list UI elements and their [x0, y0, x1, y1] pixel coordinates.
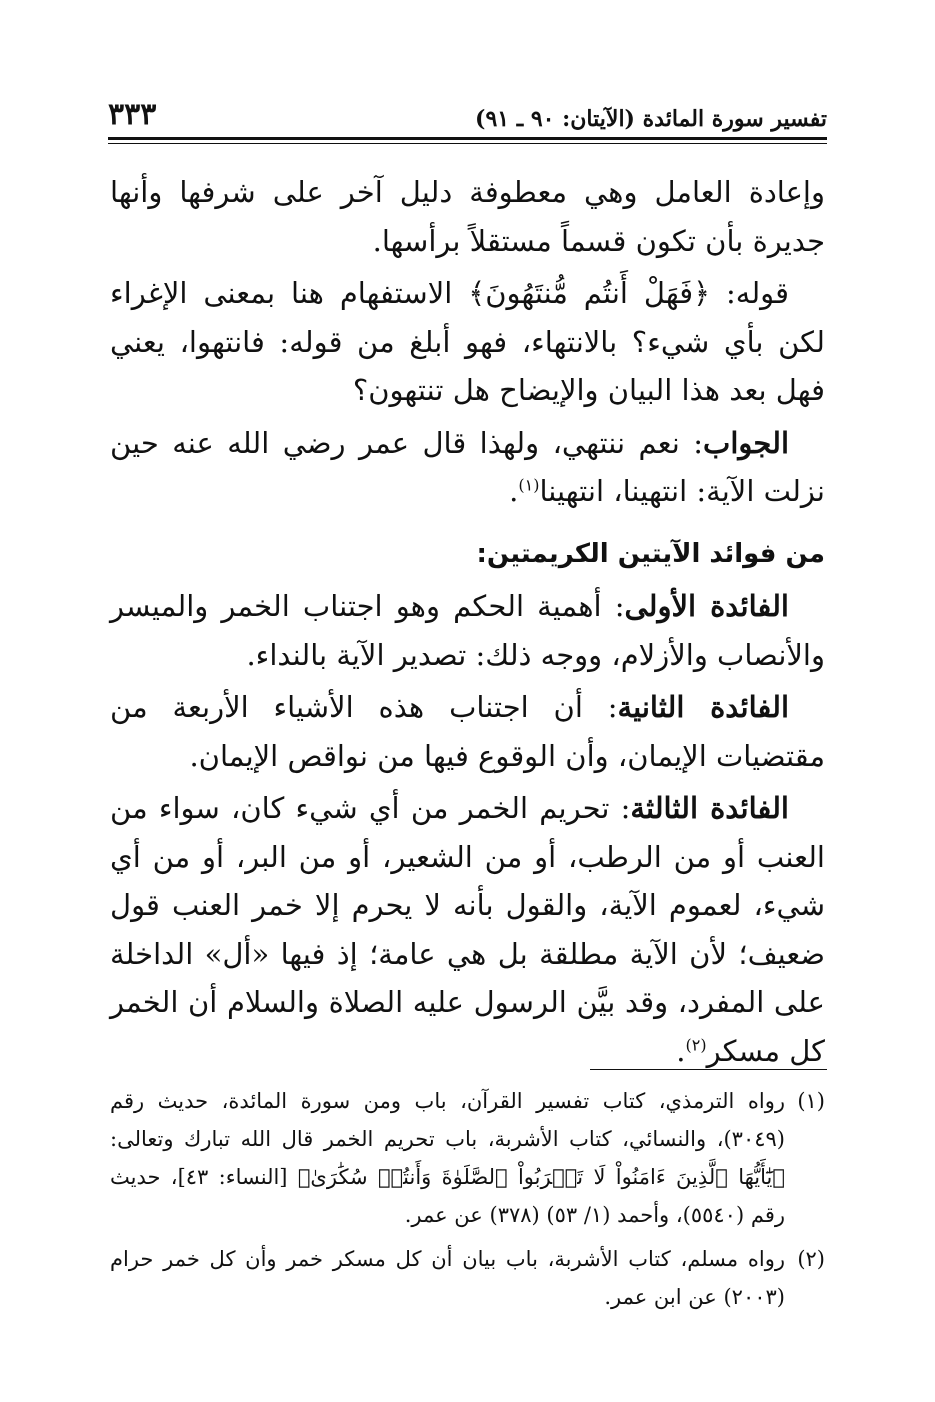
footnote-1-text-end: [النساء: ٤٣]، حديث رقم (٥٥٤٠)، وأحمد (١/ ٥٣) (٣٧٨) عن عمر. [110, 1165, 785, 1227]
footnote-1-text: رواه الترمذي، كتاب تفسير القرآن، باب ومن سورة المائدة، حديث رقم (٣٠٤٩)، والنسائي، كتاب الأشربة، باب تحريم الخمر قال الله تبارك وتعالى: [110, 1089, 785, 1151]
benefit-2-label: الفائدة الثانية [617, 690, 789, 724]
header-rule-thick [108, 137, 827, 140]
page-header [108, 92, 827, 132]
paragraph-3-text: : نعم ننتهي، ولهذا قال عمر رضي الله عنه حين نزلت الآية: انتهينا، انتهينا [110, 425, 825, 508]
paragraph-1: وإعادة العامل وهي معطوفة دليل آخر على شرفها وأنها جديرة بأن تكون قسماً مستقلاً برأسها. [110, 175, 825, 258]
page-number: ٣٣٣ [108, 97, 157, 132]
benefit-3-text: : تحريم الخمر من أي شيء كان، سواء من العنب أو من الرطب، أو من الشعير، أو من البر، أو من أي شيء، لعموم الآية، والقول بأنه لا يحرم إلا خمر العنب قول ضعيف؛ لأن الآية مطلقة بل هي عامة؛ إذ فيها «أل» الداخلة على المفرد، وقد بيَّن الرسول عليه الصلاة والسلام أن الخمر كل مسكر [110, 791, 825, 1068]
footnote-2 [110, 1240, 825, 1316]
benefit-3-label: الفائدة الثالثة [630, 791, 789, 825]
footnote-1 [110, 1082, 825, 1234]
footnote-2-text: رواه مسلم، كتاب الأشربة، باب بيان أن كل مسكر خمر وأن كل خمر حرام (٢٠٠٣) عن ابن عمر. [110, 1247, 785, 1309]
benefit-1-label: الفائدة الأولى [624, 589, 789, 623]
section-heading: من فوائد الآيتين الكريمتين: [476, 538, 825, 569]
running-title: تفسير سورة المائدة (الآيتان: ٩٠ ـ ٩١) [475, 106, 827, 132]
benefit-3 [110, 784, 825, 1075]
paragraph-2-text: الاستفهام هنا بمعنى الإغراء لكن بأي شيء؟ بالانتهاء، فهو أبلغ من قوله: فانتهوا، يعني فهل بعد هذا البيان والإيضاح هل تنتهون؟ [110, 276, 825, 407]
footnote-1-number: (١) [797, 1089, 825, 1113]
footnotes [110, 1082, 825, 1322]
quran-verse: ﴿فَهَلْ أَنتُم مُّنتَهُونَ﴾ [468, 276, 711, 310]
paragraph-2-lead: قوله: [710, 276, 790, 310]
paragraph-2 [110, 269, 825, 415]
paragraph-3-end: . [509, 474, 519, 508]
benefit-3-end: . [676, 1033, 686, 1068]
benefit-1-text: : أهمية الحكم وهو اجتناب الخمر والميسر والأنصاب والأزلام، ووجه ذلك: تصدير الآية بالنداء. [110, 589, 825, 672]
paragraph-3 [110, 419, 825, 516]
benefit-2-text: : أن اجتناب هذه الأشياء الأربعة من مقتضيات الإيمان، وأن الوقوع فيها من نواقص الإيمان. [110, 690, 825, 773]
footnote-1-quran: ﴿يَٰٓأَيُّهَا ٱلَّذِينَ ءَامَنُواْ لَا تَقۡرَبُواْ ٱلصَّلَوٰةَ وَأَنتُمۡ سُكَٰرَىٰ﴾ [297, 1165, 785, 1189]
benefit-1 [110, 582, 825, 679]
footnote-2-number: (٢) [797, 1247, 825, 1271]
main-text [110, 168, 825, 1079]
header-rule-thin [108, 143, 827, 144]
footnote-ref-1: (١) [518, 475, 540, 495]
footnote-ref-2: (٢) [685, 1034, 707, 1054]
benefit-2 [110, 683, 825, 780]
answer-label: الجواب [703, 425, 789, 460]
footnote-separator [590, 1069, 827, 1070]
